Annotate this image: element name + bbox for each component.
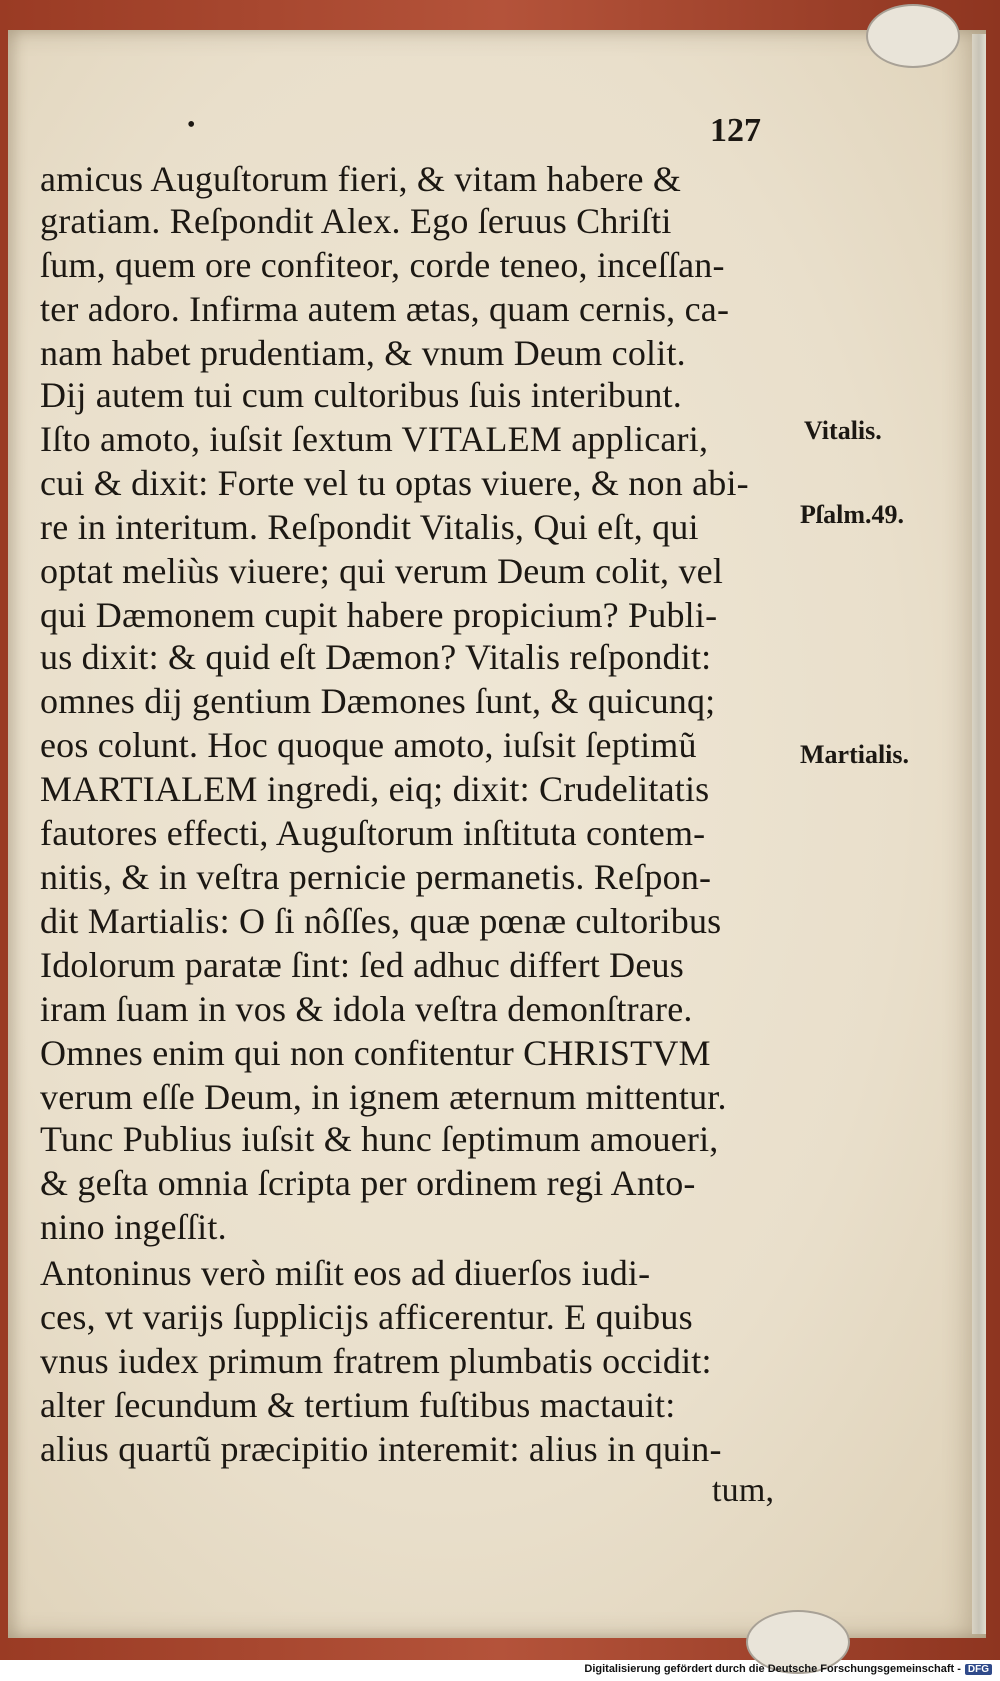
margin-note-vitalis: Vitalis.: [804, 416, 882, 445]
page-edges: [972, 34, 986, 1634]
text-line: vnus iudex primum fratrem plumbatis occidit:: [40, 1341, 712, 1381]
text-line: Tunc Publius iuſsit & hunc ſeptimum amoueri,: [40, 1119, 719, 1159]
text-line: fautores effecti, Auguſtorum inſtituta contem-: [40, 813, 706, 853]
text-line: ter adoro. Infirma autem ætas, quam cernis, ca-: [40, 289, 730, 329]
text-line: alter ſecundum & tertium fuſtibus mactauit:: [40, 1385, 676, 1425]
text-line: verum eſſe Deum, in ignem æternum mittentur.: [40, 1077, 727, 1117]
text-line: eos colunt. Hoc quoque amoto, iuſsit ſeptimũ: [40, 725, 697, 765]
text-line: gratiam. Reſpondit Alex. Ego ſeruus Chriſti: [40, 201, 672, 241]
text-line: omnes dij gentium Dæmones ſunt, & quicunq;: [40, 681, 716, 721]
text-line: ſum, quem ore confiteor, corde teneo, inceſſan-: [40, 245, 725, 285]
text-line: dit Martialis: O ſi nôſſes, quæ pœnæ cultoribus: [40, 901, 722, 941]
credit-text: Digitalisierung gefördert durch die Deutsche Forschungsgemeinschaft -: [584, 1663, 961, 1675]
text-line: alius quartũ præcipitio interemit: alius in quin-: [40, 1429, 722, 1469]
text-line: cui & dixit: Forte vel tu optas viuere, & non abi-: [40, 463, 749, 503]
text-line: Idolorum paratæ ſint: ſed adhuc differt Deus: [40, 945, 684, 985]
text-line: Omnes enim qui non confitentur CHRISTVM: [40, 1033, 711, 1073]
margin-note-psalm: Pſalm.49.: [800, 500, 904, 529]
clasp-top: [866, 4, 960, 68]
text-line: ces, vt varijs ſupplicijs afficerentur. E quibus: [40, 1297, 693, 1337]
text-line: Iſto amoto, iuſsit ſextum VITALEM applicari,: [40, 419, 709, 459]
text-line: re in interitum. Reſpondit Vitalis, Qui eſt, qui: [40, 507, 699, 547]
text-line: optat meliùs viuere; qui verum Deum colit, vel: [40, 551, 724, 591]
text-line: nam habet prudentiam, & vnum Deum colit.: [40, 333, 686, 373]
text-line: nitis, & in veſtra pernicie permanetis. Reſpon-: [40, 857, 712, 897]
text-line: amicus Auguſtorum fieri, & vitam habere &: [40, 159, 682, 199]
text-line: nino ingeſſit.: [40, 1207, 227, 1247]
text-line: MARTIALEM ingredi, eiq; dixit: Crudelitatis: [40, 769, 710, 809]
text-line: us dixit: & quid eſt Dæmon? Vitalis reſpondit:: [40, 637, 712, 677]
margin-note-martialis: Martialis.: [800, 740, 910, 769]
digitization-credit: [0, 1663, 1000, 1681]
catchword: tum,: [712, 1472, 775, 1509]
text-line: Dij autem tui cum cultoribus ſuis interibunt.: [40, 375, 682, 415]
dfg-logo: DFG: [965, 1664, 992, 1675]
page-number: 127: [710, 112, 761, 149]
text-line: Antoninus verò miſit eos ad diuerſos iudi-: [40, 1253, 651, 1293]
text-line: & geſta omnia ſcripta per ordinem regi Anto-: [40, 1163, 696, 1203]
text-line: qui Dæmonem cupit habere propicium? Publi-: [40, 595, 718, 635]
ornament-mark: •: [187, 112, 196, 138]
text-line: iram ſuam in vos & idola veſtra demonſtrare.: [40, 989, 693, 1029]
